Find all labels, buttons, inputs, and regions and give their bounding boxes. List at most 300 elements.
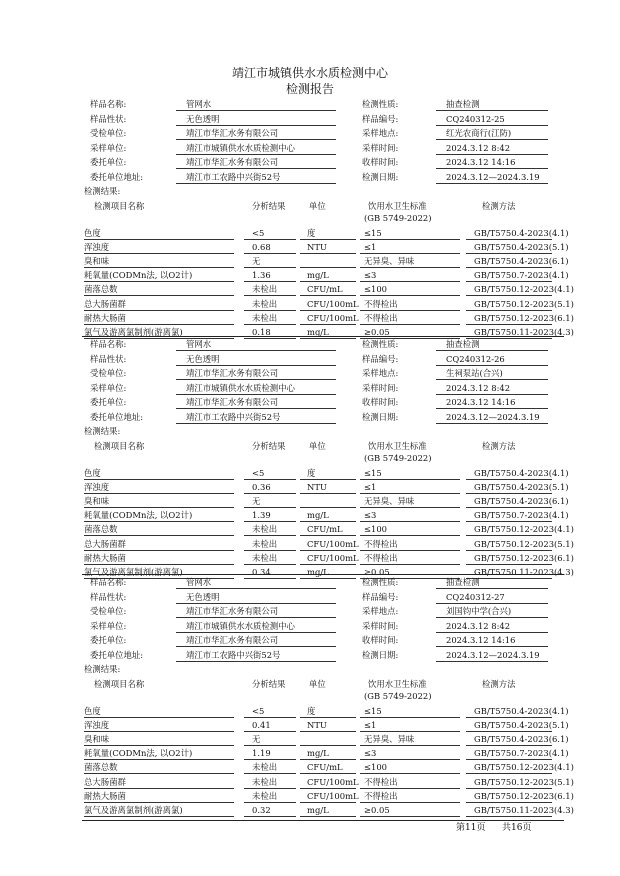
field-underline [84, 281, 234, 282]
cell-item: 氯气及游离氯制剂(游离氯) [84, 566, 183, 577]
cell-standard: 无异臭、异味 [364, 495, 415, 506]
field-value: 靖江市工农路中兴街52号 [186, 171, 281, 182]
table-row [0, 761, 620, 774]
cell-result: 0.36 [252, 481, 271, 492]
field-value: 靖江市城镇供水水质检测中心 [186, 142, 295, 153]
col-standard: 饮用水卫生标准 [368, 678, 427, 689]
sample-block [0, 336, 620, 576]
field-value: 2024.3.12 14:16 [446, 397, 516, 407]
field-underline [360, 745, 460, 746]
cell-unit: CFU/100mL [307, 776, 359, 787]
cell-item: 耗氧量(CODMn法, 以O2计) [84, 748, 193, 759]
table-row [0, 776, 620, 789]
sample-block [0, 96, 620, 336]
field-value: 2024.3.12 8:42 [446, 382, 511, 393]
col-method: 检测方法 [482, 440, 516, 451]
field-underline [300, 550, 356, 551]
results-label-row [0, 425, 620, 438]
field-underline [84, 493, 234, 494]
cell-result: 未检出 [252, 790, 278, 801]
field-label: 样品性状: [90, 113, 127, 124]
col-standard: 饮用水卫生标准 [368, 440, 427, 451]
cell-method: GB/T5750.12-2023(4.1) [474, 524, 574, 535]
field-label: 样品编号: [362, 353, 399, 364]
table-row [0, 804, 620, 817]
col-unit: 单位 [309, 678, 326, 689]
cell-method: GB/T5750.11-2023(4.3) [474, 326, 574, 337]
cell-standard: 无异臭、异味 [364, 255, 415, 266]
field-underline [360, 281, 460, 282]
field-underline [300, 802, 356, 803]
field-underline [436, 646, 548, 647]
field-underline [176, 125, 336, 126]
cell-method: GB/T5750.7-2023(4.1) [474, 270, 569, 281]
header-row [0, 591, 620, 604]
page-total: 共16页 [502, 823, 532, 833]
field-value: 无色透明 [186, 591, 220, 602]
cell-method: GB/T5750.7-2023(4.1) [474, 510, 569, 521]
divider-line [82, 820, 564, 821]
divider-line [82, 336, 564, 337]
field-underline [300, 239, 356, 240]
cell-method: GB/T5750.4-2023(6.1) [474, 495, 569, 506]
header-row [0, 367, 620, 380]
cell-item: 耗氧量(CODMn法, 以O2计) [84, 270, 193, 281]
cell-item: 总大肠菌群 [84, 776, 126, 787]
field-underline [360, 267, 460, 268]
field-underline [436, 125, 548, 126]
field-underline [176, 350, 336, 351]
cell-item: 耐热大肠菌 [84, 552, 126, 563]
cell-result: 未检出 [252, 284, 278, 295]
results-label: 检测结果: [84, 426, 121, 436]
field-underline [176, 408, 336, 409]
header-row [0, 605, 620, 618]
table-row [0, 227, 620, 240]
cell-standard: ≤3 [364, 510, 377, 521]
cell-result: 1.19 [252, 748, 271, 759]
col-standard-ref: (GB 5749-2022) [364, 452, 432, 463]
header-row [0, 98, 620, 111]
field-value: 靖江市华汇水务有限公司 [186, 157, 279, 167]
field-underline [360, 295, 460, 296]
field-underline [300, 479, 356, 480]
cell-item: 氯气及游离氯制剂(游离氯) [84, 804, 183, 815]
field-underline [300, 324, 356, 325]
field-underline [244, 521, 296, 522]
field-underline [466, 564, 552, 565]
field-label: 检测日期: [362, 411, 399, 422]
cell-method: GB/T5750.11-2023(4.3) [474, 566, 574, 577]
field-underline [466, 816, 552, 817]
field-label: 采样地点: [362, 606, 399, 616]
cell-standard: ≥0.05 [364, 566, 390, 577]
field-value: 靖江市城镇供水水质检测中心 [186, 382, 295, 393]
field-value: 靖江市华汇水务有限公司 [186, 606, 279, 616]
col-unit: 单位 [309, 200, 326, 211]
field-underline [436, 661, 548, 662]
field-label: 收样时间: [362, 635, 399, 645]
col-unit: 单位 [309, 440, 326, 451]
cell-standard: 不得检出 [364, 312, 398, 323]
field-underline [466, 239, 552, 240]
table-row [0, 241, 620, 254]
cell-item: 臭和味 [84, 255, 110, 266]
field-value: CQ240312-25 [446, 113, 505, 124]
field-underline [300, 521, 356, 522]
col-result: 分析结果 [252, 678, 286, 689]
cell-result: 0.34 [252, 566, 271, 577]
cell-method: GB/T5750.4-2023(4.1) [474, 705, 569, 716]
field-underline [300, 507, 356, 508]
field-underline [360, 521, 460, 522]
field-underline [84, 507, 234, 508]
field-underline [244, 281, 296, 282]
field-underline [436, 603, 548, 604]
field-value: 生祠泵站(合兴) [446, 368, 503, 378]
field-label: 收样时间: [362, 397, 399, 407]
field-value: 刘国钧中学(合兴) [446, 606, 512, 616]
field-underline [436, 183, 548, 184]
sample-block [0, 574, 620, 814]
col-standard-ref: (GB 5749-2022) [364, 690, 432, 701]
field-underline [84, 731, 234, 732]
cell-item: 耗氧量(CODMn法, 以O2计) [84, 510, 193, 521]
cell-result: 0.18 [252, 326, 271, 337]
cell-standard: ≤3 [364, 270, 377, 281]
page-number: 第11页 [456, 823, 486, 833]
field-underline [436, 617, 548, 618]
field-value: 靖江市华汇水务有限公司 [186, 635, 279, 645]
field-underline [84, 267, 234, 268]
field-label: 采样地点: [362, 368, 399, 378]
field-value: 管网水 [186, 99, 212, 109]
cell-result: <5 [252, 227, 265, 238]
field-underline [300, 759, 356, 760]
report-title: 靖江市城镇供水水质检测中心 [231, 66, 388, 80]
field-underline [244, 479, 296, 480]
cell-standard: ≤15 [364, 705, 382, 716]
field-underline [244, 310, 296, 311]
header-row [0, 127, 620, 140]
cell-unit: CFU/mL [307, 524, 343, 535]
header-row [0, 649, 620, 662]
cell-standard: ≤100 [364, 284, 388, 295]
header-row [0, 113, 620, 126]
cell-item: 耐热大肠菌 [84, 312, 126, 323]
field-value: 管网水 [186, 339, 212, 349]
cell-item: 总大肠菌群 [84, 298, 126, 309]
field-underline [466, 493, 552, 494]
table-row [0, 705, 620, 718]
table-row [0, 552, 620, 565]
field-underline [466, 521, 552, 522]
field-underline [360, 816, 460, 817]
field-underline [176, 110, 336, 111]
field-value: CQ240312-27 [446, 591, 505, 602]
field-value: 无色透明 [186, 113, 220, 124]
field-underline [466, 324, 552, 325]
field-value: 红光农商行(江防) [446, 128, 512, 138]
field-underline [436, 379, 548, 380]
field-label: 检测日期: [362, 649, 399, 660]
field-underline [176, 588, 336, 589]
field-underline [360, 564, 460, 565]
cell-result: 无 [252, 733, 261, 744]
cell-result: 1.36 [252, 270, 271, 281]
table-row [0, 269, 620, 282]
field-label: 委托单位地址: [90, 171, 144, 182]
field-value: 2024.3.12 14:16 [446, 635, 516, 645]
field-underline [84, 535, 234, 536]
header-row [0, 382, 620, 395]
field-underline [244, 731, 296, 732]
field-underline [244, 535, 296, 536]
cell-result: 0.68 [252, 241, 271, 252]
col-item: 检测项目名称 [94, 440, 145, 451]
cell-standard: 不得检出 [364, 790, 398, 801]
cell-unit: mg/L [307, 270, 329, 281]
field-label: 样品性状: [90, 591, 127, 602]
field-label: 受检单位: [90, 606, 127, 616]
field-underline [176, 617, 336, 618]
field-value: CQ240312-26 [446, 353, 505, 364]
cell-item: 色度 [84, 705, 101, 716]
field-underline [436, 588, 548, 589]
field-underline [436, 365, 548, 366]
cell-method: GB/T5750.4-2023(6.1) [474, 255, 569, 266]
field-underline [466, 310, 552, 311]
table-row [0, 523, 620, 536]
field-underline [360, 493, 460, 494]
field-underline [360, 802, 460, 803]
field-label: 采样单位: [90, 142, 127, 153]
field-label: 委托单位: [90, 157, 127, 167]
field-underline [300, 816, 356, 817]
field-underline [466, 507, 552, 508]
cell-unit: NTU [307, 241, 327, 252]
field-value: 靖江市工农路中兴街52号 [186, 411, 281, 422]
cell-standard: ≤3 [364, 748, 377, 759]
results-label: 检测结果: [84, 664, 121, 674]
header-row [0, 338, 620, 351]
cell-unit: 度 [307, 467, 316, 478]
results-label: 检测结果: [84, 186, 121, 196]
field-underline [176, 603, 336, 604]
divider-line [82, 574, 564, 575]
col-result: 分析结果 [252, 200, 286, 211]
cell-method: GB/T5750.4-2023(6.1) [474, 733, 569, 744]
field-value: 靖江市华汇水务有限公司 [186, 397, 279, 407]
cell-standard: 不得检出 [364, 552, 398, 563]
field-underline [244, 550, 296, 551]
cell-unit: NTU [307, 719, 327, 730]
cell-method: GB/T5750.4-2023(5.1) [474, 241, 569, 252]
field-underline [360, 310, 460, 311]
table-row [0, 509, 620, 522]
field-underline [176, 661, 336, 662]
cell-result: 未检出 [252, 776, 278, 787]
field-underline [436, 632, 548, 633]
table-row [0, 733, 620, 746]
cell-unit: mg/L [307, 748, 329, 759]
cell-standard: 无异臭、异味 [364, 733, 415, 744]
field-underline [436, 350, 548, 351]
field-underline [360, 759, 460, 760]
field-underline [84, 295, 234, 296]
cell-method: GB/T5750.4-2023(4.1) [474, 227, 569, 238]
field-underline [300, 717, 356, 718]
cell-item: 浑浊度 [84, 719, 110, 730]
field-underline [244, 324, 296, 325]
field-label: 采样单位: [90, 620, 127, 631]
field-underline [84, 550, 234, 551]
field-value: 2024.3.12 14:16 [446, 157, 516, 167]
field-underline [176, 379, 336, 380]
field-underline [300, 253, 356, 254]
cell-item: 浑浊度 [84, 481, 110, 492]
results-label-row [0, 663, 620, 676]
cell-standard: ≤15 [364, 467, 382, 478]
field-underline [84, 239, 234, 240]
cell-method: GB/T5750.12-2023(5.1) [474, 538, 574, 549]
field-underline [176, 423, 336, 424]
cell-method: GB/T5750.12-2023(6.1) [474, 790, 574, 801]
field-underline [244, 564, 296, 565]
field-underline [84, 802, 234, 803]
table-row [0, 747, 620, 760]
cell-standard: ≤1 [364, 241, 377, 252]
field-underline [436, 408, 548, 409]
cell-unit: CFU/mL [307, 284, 343, 295]
field-value: 靖江市城镇供水水质检测中心 [186, 620, 295, 631]
field-underline [360, 535, 460, 536]
field-label: 委托单位: [90, 397, 127, 407]
field-label: 委托单位: [90, 635, 127, 645]
field-underline [176, 365, 336, 366]
header-row [0, 576, 620, 589]
field-label: 检测性质: [362, 339, 399, 349]
cell-standard: ≥0.05 [364, 804, 390, 815]
cell-standard: ≤100 [364, 524, 388, 535]
field-underline [176, 646, 336, 647]
col-method: 检测方法 [482, 678, 516, 689]
column-header-ref-row [0, 212, 620, 225]
field-underline [244, 759, 296, 760]
cell-item: 菌落总数 [84, 524, 118, 535]
field-underline [176, 632, 336, 633]
field-underline [466, 550, 552, 551]
cell-result: 未检出 [252, 298, 278, 309]
field-value: 2024.3.12—2024.3.19 [446, 411, 540, 422]
field-underline [244, 773, 296, 774]
field-underline [466, 731, 552, 732]
cell-unit: CFU/100mL [307, 790, 359, 801]
cell-result: 无 [252, 255, 261, 266]
field-underline [360, 773, 460, 774]
table-row [0, 255, 620, 268]
field-underline [300, 267, 356, 268]
col-result: 分析结果 [252, 440, 286, 451]
field-underline [466, 479, 552, 480]
field-underline [244, 493, 296, 494]
cell-standard: ≥0.05 [364, 326, 390, 337]
field-underline [84, 717, 234, 718]
header-row [0, 620, 620, 633]
cell-item: 菌落总数 [84, 762, 118, 773]
field-underline [244, 745, 296, 746]
cell-result: 1.39 [252, 510, 271, 521]
cell-method: GB/T5750.12-2023(5.1) [474, 776, 574, 787]
field-underline [300, 731, 356, 732]
field-underline [300, 535, 356, 536]
col-method: 检测方法 [482, 200, 516, 211]
field-value: 2024.3.12 8:42 [446, 142, 511, 153]
field-label: 样品名称: [90, 99, 127, 109]
field-underline [300, 493, 356, 494]
results-label-row [0, 185, 620, 198]
field-value: 抽查检测 [446, 577, 480, 587]
cell-method: GB/T5750.4-2023(4.1) [474, 467, 569, 478]
field-underline [300, 788, 356, 789]
field-underline [360, 717, 460, 718]
field-value: 2024.3.12—2024.3.19 [446, 649, 540, 660]
cell-method: GB/T5750.4-2023(5.1) [474, 481, 569, 492]
cell-item: 浑浊度 [84, 241, 110, 252]
col-item: 检测项目名称 [94, 200, 145, 211]
field-underline [84, 816, 234, 817]
header-row [0, 411, 620, 424]
col-item: 检测项目名称 [94, 678, 145, 689]
cell-result: 未检出 [252, 312, 278, 323]
field-underline [360, 507, 460, 508]
cell-method: GB/T5750.12-2023(6.1) [474, 312, 574, 323]
field-underline [436, 139, 548, 140]
field-label: 采样地点: [362, 128, 399, 138]
field-underline [244, 802, 296, 803]
field-label: 样品名称: [90, 339, 127, 349]
field-underline [176, 168, 336, 169]
cell-method: GB/T5750.11-2023(4.3) [474, 804, 574, 815]
field-underline [300, 281, 356, 282]
field-underline [176, 154, 336, 155]
field-underline [360, 731, 460, 732]
field-underline [466, 253, 552, 254]
cell-method: GB/T5750.12-2023(5.1) [474, 298, 574, 309]
cell-result: 未检出 [252, 762, 278, 773]
cell-method: GB/T5750.12-2023(4.1) [474, 762, 574, 773]
cell-result: 未检出 [252, 552, 278, 563]
field-underline [360, 479, 460, 480]
field-underline [244, 816, 296, 817]
field-value: 抽查检测 [446, 339, 480, 349]
field-label: 收样时间: [362, 157, 399, 167]
field-underline [84, 324, 234, 325]
field-label: 样品名称: [90, 577, 127, 587]
field-value: 管网水 [186, 577, 212, 587]
field-underline [84, 788, 234, 789]
field-underline [436, 110, 548, 111]
field-underline [84, 745, 234, 746]
field-value: 2024.3.12 8:42 [446, 620, 511, 631]
cell-result: <5 [252, 467, 265, 478]
field-underline [300, 564, 356, 565]
field-underline [244, 239, 296, 240]
field-underline [360, 253, 460, 254]
field-label: 采样时间: [362, 142, 399, 153]
field-label: 样品性状: [90, 353, 127, 364]
field-underline [466, 759, 552, 760]
